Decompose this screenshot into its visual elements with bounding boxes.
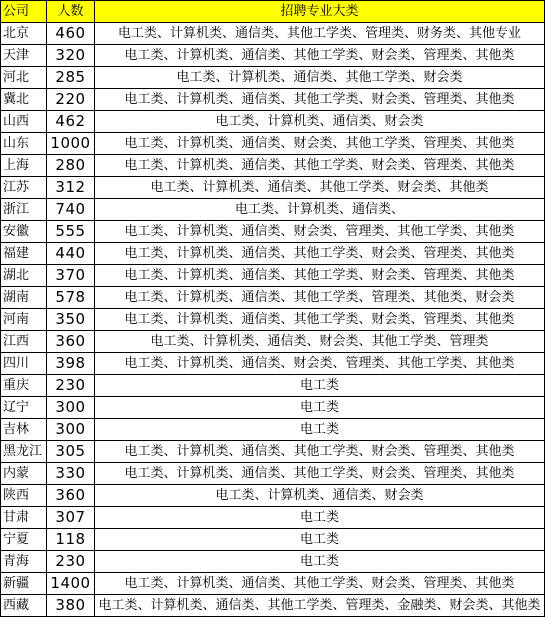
categories-cell: 电工类、计算机类、通信类、财会类、其他工学类、管理类 bbox=[95, 331, 545, 353]
company-cell: 黑龙江 bbox=[1, 441, 47, 463]
company-cell: 山西 bbox=[1, 111, 47, 133]
table-row bbox=[1, 199, 545, 221]
categories-cell: 电工类、计算机类、通信类、其他工学类、财会类、管理类、其他类 bbox=[95, 265, 545, 287]
count-cell: 300 bbox=[47, 397, 95, 419]
table-row bbox=[1, 595, 545, 617]
table-row bbox=[1, 353, 545, 375]
categories-cell: 电工类、计算机类、通信类、财会类、管理类、其他工学类、其他类 bbox=[95, 353, 545, 375]
table-row bbox=[1, 265, 545, 287]
table-row bbox=[1, 111, 545, 133]
categories-cell: 电工类、计算机类、通信类、其他工学类、管理类、其他类、财会类 bbox=[95, 287, 545, 309]
count-cell: 440 bbox=[47, 243, 95, 265]
count-cell: 118 bbox=[47, 529, 95, 551]
company-cell: 重庆 bbox=[1, 375, 47, 397]
company-cell: 安徽 bbox=[1, 221, 47, 243]
company-cell: 青海 bbox=[1, 551, 47, 573]
count-cell: 230 bbox=[47, 375, 95, 397]
count-cell: 320 bbox=[47, 45, 95, 67]
table-row bbox=[1, 331, 545, 353]
table-row bbox=[1, 67, 545, 89]
categories-cell: 电工类、计算机类、通信类、其他工学类、管理类、财务类、其他专业 bbox=[95, 23, 545, 45]
categories-cell: 电工类 bbox=[95, 397, 545, 419]
table-row bbox=[1, 397, 545, 419]
count-cell: 330 bbox=[47, 463, 95, 485]
categories-cell: 电工类、计算机类、通信类、财会类、管理类、其他工学类、其他类 bbox=[95, 221, 545, 243]
categories-cell: 电工类、计算机类、通信类、其他工学类、财会类、管理类、其他类 bbox=[95, 243, 545, 265]
table-row bbox=[1, 309, 545, 331]
company-cell: 江西 bbox=[1, 331, 47, 353]
company-cell: 宁夏 bbox=[1, 529, 47, 551]
header-company: 公司 bbox=[1, 1, 47, 23]
company-cell: 冀北 bbox=[1, 89, 47, 111]
header-row bbox=[1, 1, 545, 23]
categories-cell: 电工类 bbox=[95, 551, 545, 573]
categories-cell: 电工类 bbox=[95, 419, 545, 441]
table-row bbox=[1, 243, 545, 265]
company-cell: 北京 bbox=[1, 23, 47, 45]
company-cell: 湖南 bbox=[1, 287, 47, 309]
company-cell: 福建 bbox=[1, 243, 47, 265]
categories-cell: 电工类、计算机类、通信类、财会类、其他工学类、管理类、其他类 bbox=[95, 133, 545, 155]
table-row bbox=[1, 507, 545, 529]
company-cell: 辽宁 bbox=[1, 397, 47, 419]
count-cell: 740 bbox=[47, 199, 95, 221]
count-cell: 360 bbox=[47, 331, 95, 353]
count-cell: 220 bbox=[47, 89, 95, 111]
categories-cell: 电工类 bbox=[95, 507, 545, 529]
categories-cell: 电工类、计算机类、通信类、其他工学类、财会类、管理类、其他类 bbox=[95, 309, 545, 331]
table-row bbox=[1, 441, 545, 463]
count-cell: 578 bbox=[47, 287, 95, 309]
table-row bbox=[1, 573, 545, 595]
count-cell: 1000 bbox=[47, 133, 95, 155]
company-cell: 山东 bbox=[1, 133, 47, 155]
company-cell: 四川 bbox=[1, 353, 47, 375]
categories-cell: 电工类、计算机类、通信类、其他工学类、财会类、管理类、其他类 bbox=[95, 573, 545, 595]
count-cell: 460 bbox=[47, 23, 95, 45]
company-cell: 吉林 bbox=[1, 419, 47, 441]
categories-cell: 电工类、计算机类、通信类、财会类 bbox=[95, 111, 545, 133]
company-cell: 江苏 bbox=[1, 177, 47, 199]
categories-cell: 电工类、计算机类、通信类、其他工学类、财会类、管理类、其他类 bbox=[95, 463, 545, 485]
categories-cell: 电工类、计算机类、通信类、财会类 bbox=[95, 485, 545, 507]
count-cell: 462 bbox=[47, 111, 95, 133]
count-cell: 1400 bbox=[47, 573, 95, 595]
table-row bbox=[1, 89, 545, 111]
categories-cell: 电工类、计算机类、通信类、其他工学类、财会类、管理类、其他类 bbox=[95, 89, 545, 111]
count-cell: 370 bbox=[47, 265, 95, 287]
categories-cell: 电工类、计算机类、通信类、其他工学类、财会类 bbox=[95, 67, 545, 89]
table-row bbox=[1, 419, 545, 441]
categories-cell: 电工类、计算机类、通信类、其他工学类、财会类、管理类、其他类 bbox=[95, 45, 545, 67]
table-row bbox=[1, 551, 545, 573]
table-row bbox=[1, 133, 545, 155]
count-cell: 300 bbox=[47, 419, 95, 441]
table-row bbox=[1, 177, 545, 199]
table-row bbox=[1, 463, 545, 485]
categories-cell: 电工类、计算机类、通信类、其他工学类、财会类、其他类 bbox=[95, 177, 545, 199]
company-cell: 新疆 bbox=[1, 573, 47, 595]
company-cell: 西藏 bbox=[1, 595, 47, 617]
table-row bbox=[1, 529, 545, 551]
header-categories: 招聘专业大类 bbox=[95, 1, 545, 23]
categories-cell: 电工类、计算机类、通信类、其他工学类、财会类、管理类、其他类 bbox=[95, 155, 545, 177]
company-cell: 湖北 bbox=[1, 265, 47, 287]
categories-cell: 电工类 bbox=[95, 529, 545, 551]
count-cell: 307 bbox=[47, 507, 95, 529]
count-cell: 312 bbox=[47, 177, 95, 199]
table-row bbox=[1, 23, 545, 45]
table-row bbox=[1, 221, 545, 243]
count-cell: 380 bbox=[47, 595, 95, 617]
table-row bbox=[1, 155, 545, 177]
count-cell: 350 bbox=[47, 309, 95, 331]
table-row bbox=[1, 287, 545, 309]
table-row bbox=[1, 375, 545, 397]
header-count: 人数 bbox=[47, 1, 95, 23]
company-cell: 甘肃 bbox=[1, 507, 47, 529]
count-cell: 280 bbox=[47, 155, 95, 177]
table-row bbox=[1, 485, 545, 507]
count-cell: 230 bbox=[47, 551, 95, 573]
table-body bbox=[1, 23, 545, 617]
company-cell: 内蒙 bbox=[1, 463, 47, 485]
count-cell: 285 bbox=[47, 67, 95, 89]
table-row bbox=[1, 45, 545, 67]
count-cell: 360 bbox=[47, 485, 95, 507]
count-cell: 398 bbox=[47, 353, 95, 375]
categories-cell: 电工类、计算机类、通信类、其他工学类、管理类、金融类、财会类、其他类 bbox=[95, 595, 545, 617]
company-cell: 河北 bbox=[1, 67, 47, 89]
company-cell: 天津 bbox=[1, 45, 47, 67]
company-cell: 浙江 bbox=[1, 199, 47, 221]
company-cell: 河南 bbox=[1, 309, 47, 331]
count-cell: 555 bbox=[47, 221, 95, 243]
company-cell: 陕西 bbox=[1, 485, 47, 507]
categories-cell: 电工类 bbox=[95, 375, 545, 397]
categories-cell: 电工类、计算机类、通信类、 bbox=[95, 199, 545, 221]
company-cell: 上海 bbox=[1, 155, 47, 177]
count-cell: 305 bbox=[47, 441, 95, 463]
categories-cell: 电工类、计算机类、通信类、其他工学类、财会类、管理类、其他类 bbox=[95, 441, 545, 463]
